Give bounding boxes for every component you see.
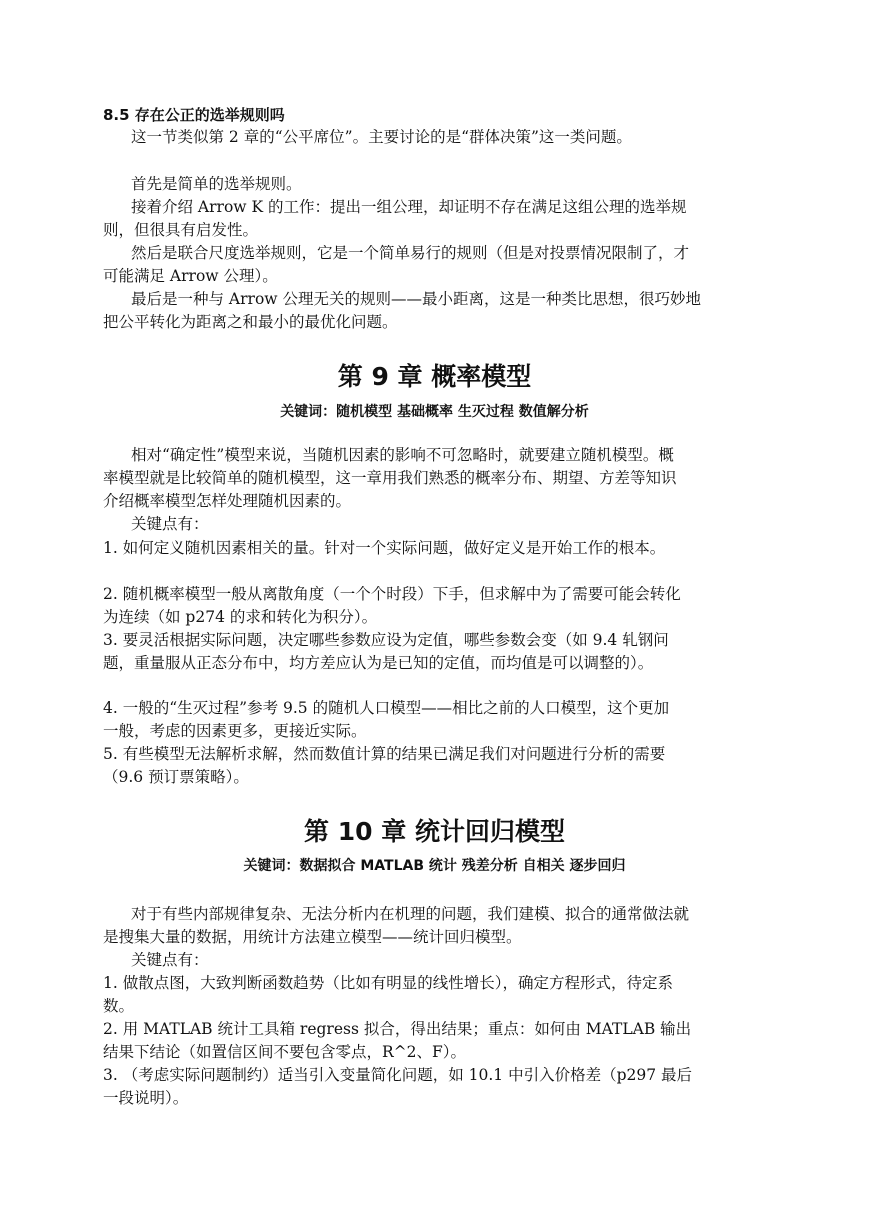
paragraph-line: 首先是简单的选举规则。 — [131, 175, 302, 193]
list-item: 3. （考虑实际问题制约）适当引入变量简化问题，如 10.1 中引入价格差（p297 最后 — [103, 1066, 693, 1084]
list-item-cont: 为连续（如 p274 的求和转化为积分）。 — [103, 608, 378, 626]
paragraph-line: 是搜集大量的数据，用统计方法建立模型——统计回归模型。 — [103, 928, 522, 946]
paragraph-line: 把公平转化为距离之和最小的最优化问题。 — [103, 313, 398, 331]
list-item: 1. 做散点图，大致判断函数趋势（比如有明显的线性增长），确定方程形式，待定系 — [103, 974, 673, 992]
chapter-title: 第 10 章 统计回归模型 — [304, 817, 565, 846]
list-item: 4. 一般的“生灭过程”参考 9.5 的随机人口模型——相比之前的人口模型，这个更加 — [103, 699, 670, 717]
paragraph-line: 最后是一种与 Arrow 公理无关的规则——最小距离，这是一种类比思想，很巧妙地 — [131, 290, 701, 308]
list-item-cont: 结果下结论（如置信区间不要包含零点，R^2、F）。 — [103, 1043, 467, 1061]
list-item-cont: 一般，考虑的因素更多，更接近实际。 — [103, 722, 367, 740]
paragraph-line: 率模型就是比较简单的随机模型，这一章用我们熟悉的概率分布、期望、方差等知识 — [103, 469, 677, 487]
paragraph-line: 相对“确定性”模型来说，当随机因素的影响不可忽略时，就要建立随机模型。概 — [131, 446, 674, 464]
paragraph-line: 然后是联合尺度选举规则，它是一个简单易行的规则（但是对投票情况限制了，才 — [131, 244, 690, 262]
key-points-label: 关键点有： — [131, 951, 209, 969]
list-item: 5. 有些模型无法解析求解，然而数值计算的结果已满足我们对问题进行分析的需要 — [103, 745, 666, 763]
key-points-label: 关键点有： — [131, 515, 209, 533]
list-item: 3. 要灵活根据实际问题，决定哪些参数应设为定值，哪些参数会变（如 9.4 轧钢问 — [103, 631, 669, 649]
list-item-cont: 一段说明）。 — [103, 1089, 189, 1107]
list-item: 2. 用 MATLAB 统计工具箱 regress 拟合，得出结果；重点：如何由 MATLAB 输出 — [103, 1020, 692, 1038]
list-item-cont: （9.6 预订票策略）。 — [103, 768, 249, 786]
section-title: 8.5 存在公正的选举规则吗 — [103, 106, 285, 124]
chapter-keywords: 关键词：数据拟合 MATLAB 统计 残差分析 自相关 逐步回归 — [243, 858, 626, 874]
paragraph-line: 介绍概率模型怎样处理随机因素的。 — [103, 492, 352, 510]
list-item: 1. 如何定义随机因素相关的量。针对一个实际问题，做好定义是开始工作的根本。 — [103, 539, 666, 557]
list-item-cont: 数。 — [103, 997, 135, 1015]
paragraph-line: 则，但很具有启发性。 — [103, 221, 259, 239]
paragraph-line: 对于有些内部规律复杂、无法分析内在机理的问题，我们建模、拟合的通常做法就 — [131, 905, 690, 923]
paragraph-line: 可能满足 Arrow 公理）。 — [103, 267, 278, 285]
list-item: 2. 随机概率模型一般从离散角度（一个个时段）下手，但求解中为了需要可能会转化 — [103, 585, 681, 603]
chapter-title: 第 9 章 概率模型 — [337, 362, 532, 391]
paragraph-line: 接着介绍 Arrow K 的工作：提出一组公理，却证明不存在满足这组公理的选举规 — [131, 198, 687, 216]
chapter-keywords: 关键词：随机模型 基础概率 生灭过程 数值解分析 — [280, 404, 589, 420]
paragraph-line: 这一节类似第 2 章的“公平席位”。主要讨论的是“群体决策”这一类问题。 — [131, 128, 632, 146]
list-item-cont: 题，重量服从正态分布中，均方差应认为是已知的定值，而均值是可以调整的）。 — [103, 654, 654, 672]
